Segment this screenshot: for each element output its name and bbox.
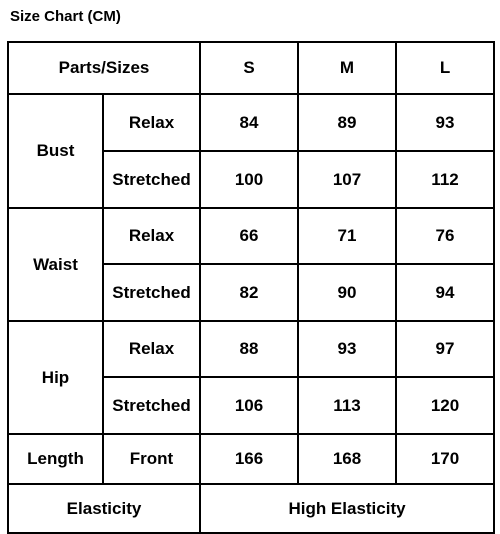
- value-cell: 76: [396, 208, 494, 264]
- header-size-s: S: [200, 42, 298, 94]
- measure-type: Front: [103, 434, 200, 484]
- measure-type: Stretched: [103, 151, 200, 208]
- value-cell: 71: [298, 208, 396, 264]
- value-cell: 100: [200, 151, 298, 208]
- header-size-m: M: [298, 42, 396, 94]
- value-cell: 168: [298, 434, 396, 484]
- size-chart-table: [7, 41, 495, 534]
- value-cell: 88: [200, 321, 298, 377]
- value-cell: 89: [298, 94, 396, 151]
- value-cell: 107: [298, 151, 396, 208]
- part-label-waist: Waist: [8, 208, 103, 321]
- measure-type: Stretched: [103, 377, 200, 434]
- value-cell: 94: [396, 264, 494, 321]
- value-cell: 66: [200, 208, 298, 264]
- value-cell: 82: [200, 264, 298, 321]
- elasticity-row: [8, 484, 494, 533]
- value-cell: 170: [396, 434, 494, 484]
- measure-type: Relax: [103, 321, 200, 377]
- part-label-hip: Hip: [8, 321, 103, 434]
- header-row: [8, 42, 494, 94]
- value-cell: 106: [200, 377, 298, 434]
- header-parts-sizes: Parts/Sizes: [8, 42, 200, 94]
- value-cell: 90: [298, 264, 396, 321]
- elasticity-value: High Elasticity: [200, 484, 494, 533]
- part-label-bust: Bust: [8, 94, 103, 208]
- table-row: [8, 321, 494, 377]
- chart-title: Size Chart (CM): [10, 8, 121, 25]
- part-label-length: Length: [8, 434, 103, 484]
- measure-type: Relax: [103, 94, 200, 151]
- value-cell: 97: [396, 321, 494, 377]
- value-cell: 84: [200, 94, 298, 151]
- value-cell: 120: [396, 377, 494, 434]
- value-cell: 93: [298, 321, 396, 377]
- value-cell: 93: [396, 94, 494, 151]
- elasticity-label: Elasticity: [8, 484, 200, 533]
- header-size-l: L: [396, 42, 494, 94]
- table-row: [8, 94, 494, 151]
- measure-type: Stretched: [103, 264, 200, 321]
- value-cell: 166: [200, 434, 298, 484]
- table-row: [8, 208, 494, 264]
- measure-type: Relax: [103, 208, 200, 264]
- value-cell: 112: [396, 151, 494, 208]
- value-cell: 113: [298, 377, 396, 434]
- table-row: [8, 434, 494, 484]
